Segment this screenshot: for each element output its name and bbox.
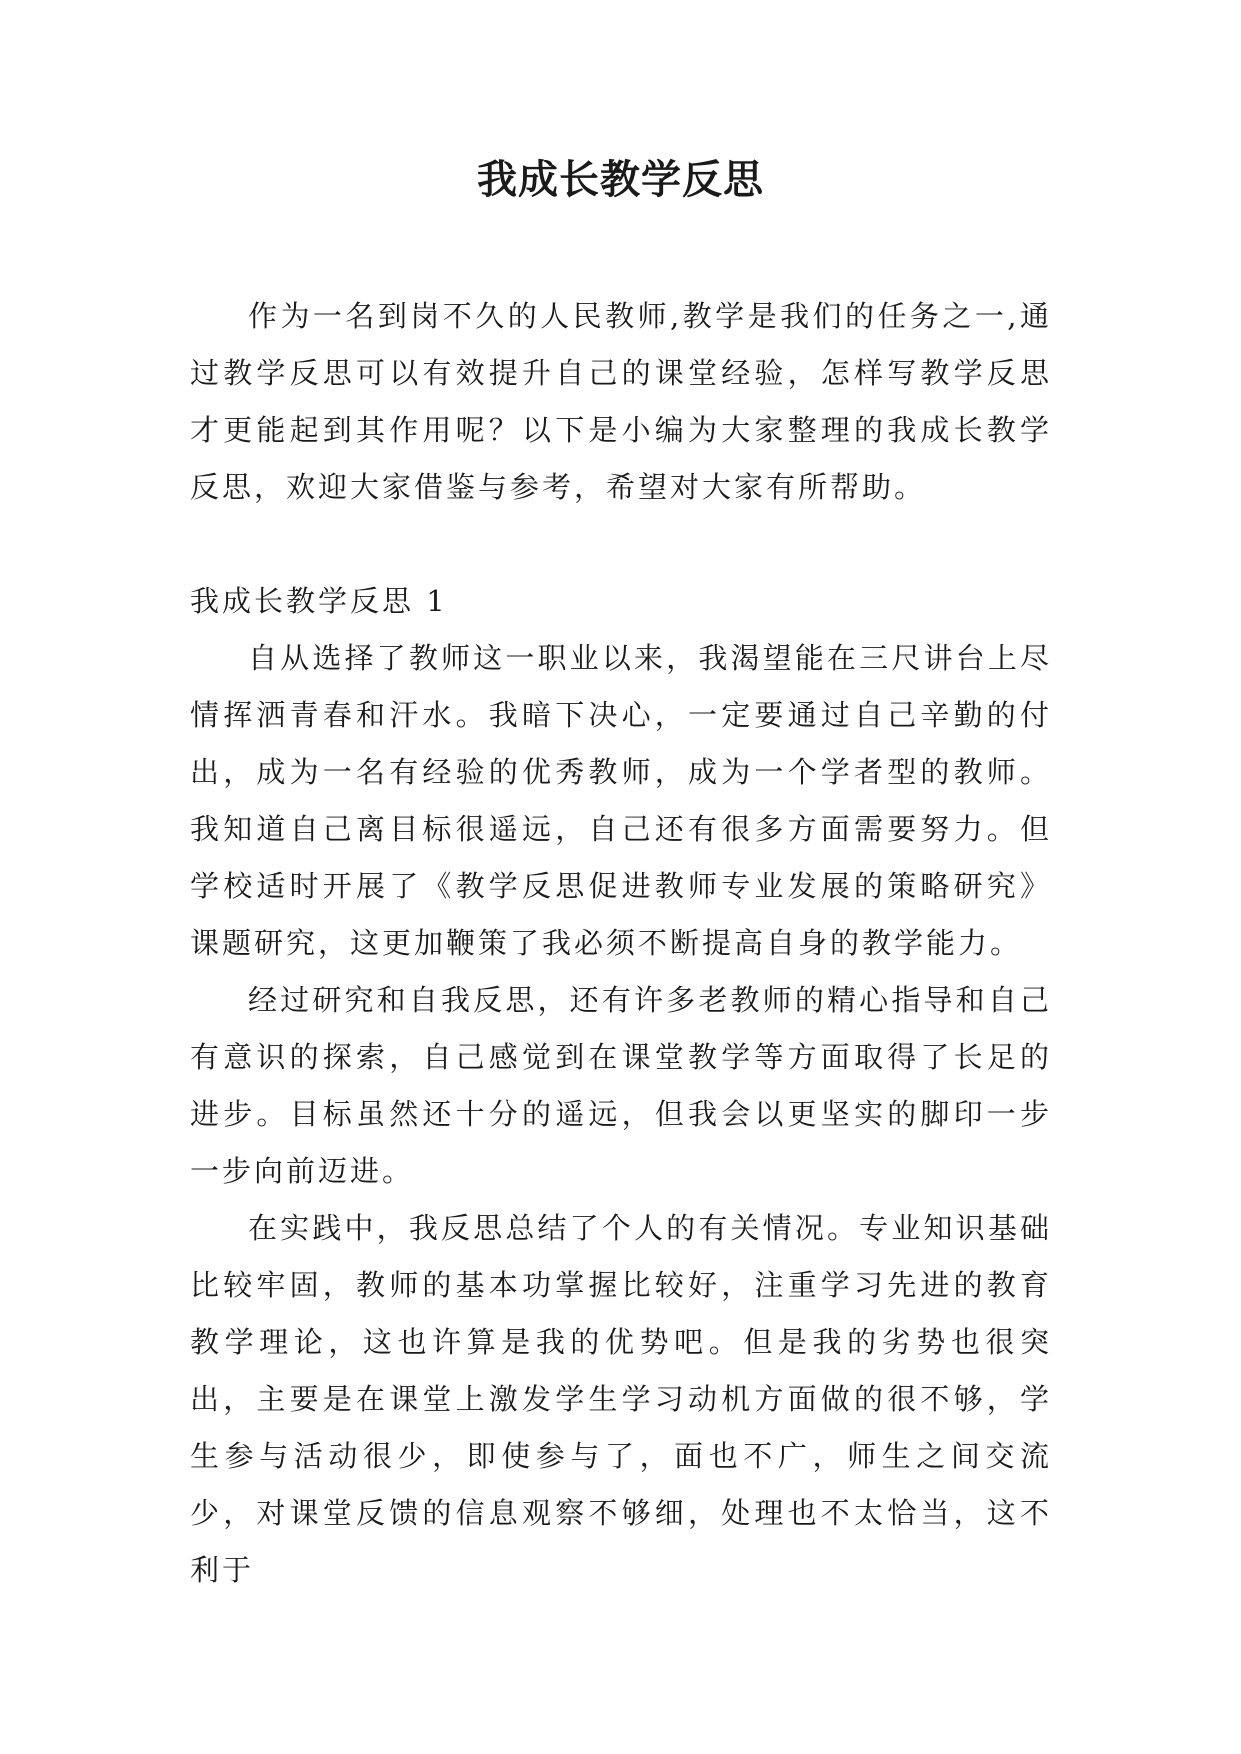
body-paragraph-1: 自从选择了教师这一职业以来，我渴望能在三尺讲台上尽情挥洒青春和汗水。我暗下决心，一定要通过自己辛勤的付出，成为一名有经验的优秀教师，成为一个学者型的教师。我知道自己离目标很遥远，自己还有很多方面需要努力。但学校适时开展了《教学反思促进教师专业发展的策略研究》课题研究，这更加鞭策了我必须不断提高自身的教学能力。: [190, 641, 1052, 960]
section-heading: 我成长教学反思 1: [190, 584, 448, 618]
intro-paragraph: 作为一名到岗不久的人民教师,教学是我们的任务之一,通过教学反思可以有效提升自己的课堂经验，怎样写教学反思才更能起到其作用呢？以下是小编为大家整理的我成长教学反思，欢迎大家借鉴与参考，希望对大家有所帮助。: [190, 299, 1052, 504]
body-paragraph-3: 在实践中，我反思总结了个人的有关情况。专业知识基础比较牢固，教师的基本功掌握比较好，注重学习先进的教育教学理论，这也许算是我的优势吧。但是我的劣势也很突出，主要是在课堂上激发学生学习动机方面做的很不够，学生参与活动很少，即使参与了，面也不广，师生之间交流少，对课堂反馈的信息观察不够细，处理也不太恰当，这不利于: [190, 1211, 1052, 1587]
body-paragraph-2: 经过研究和自我反思，还有许多老教师的精心指导和自己有意识的探索，自己感觉到在课堂教学等方面取得了长足的进步。目标虽然还十分的遥远，但我会以更坚实的脚印一步一步向前迈进。: [190, 983, 1052, 1188]
document-body: [190, 288, 1052, 1599]
document-title: 我成长教学反思: [477, 156, 764, 203]
